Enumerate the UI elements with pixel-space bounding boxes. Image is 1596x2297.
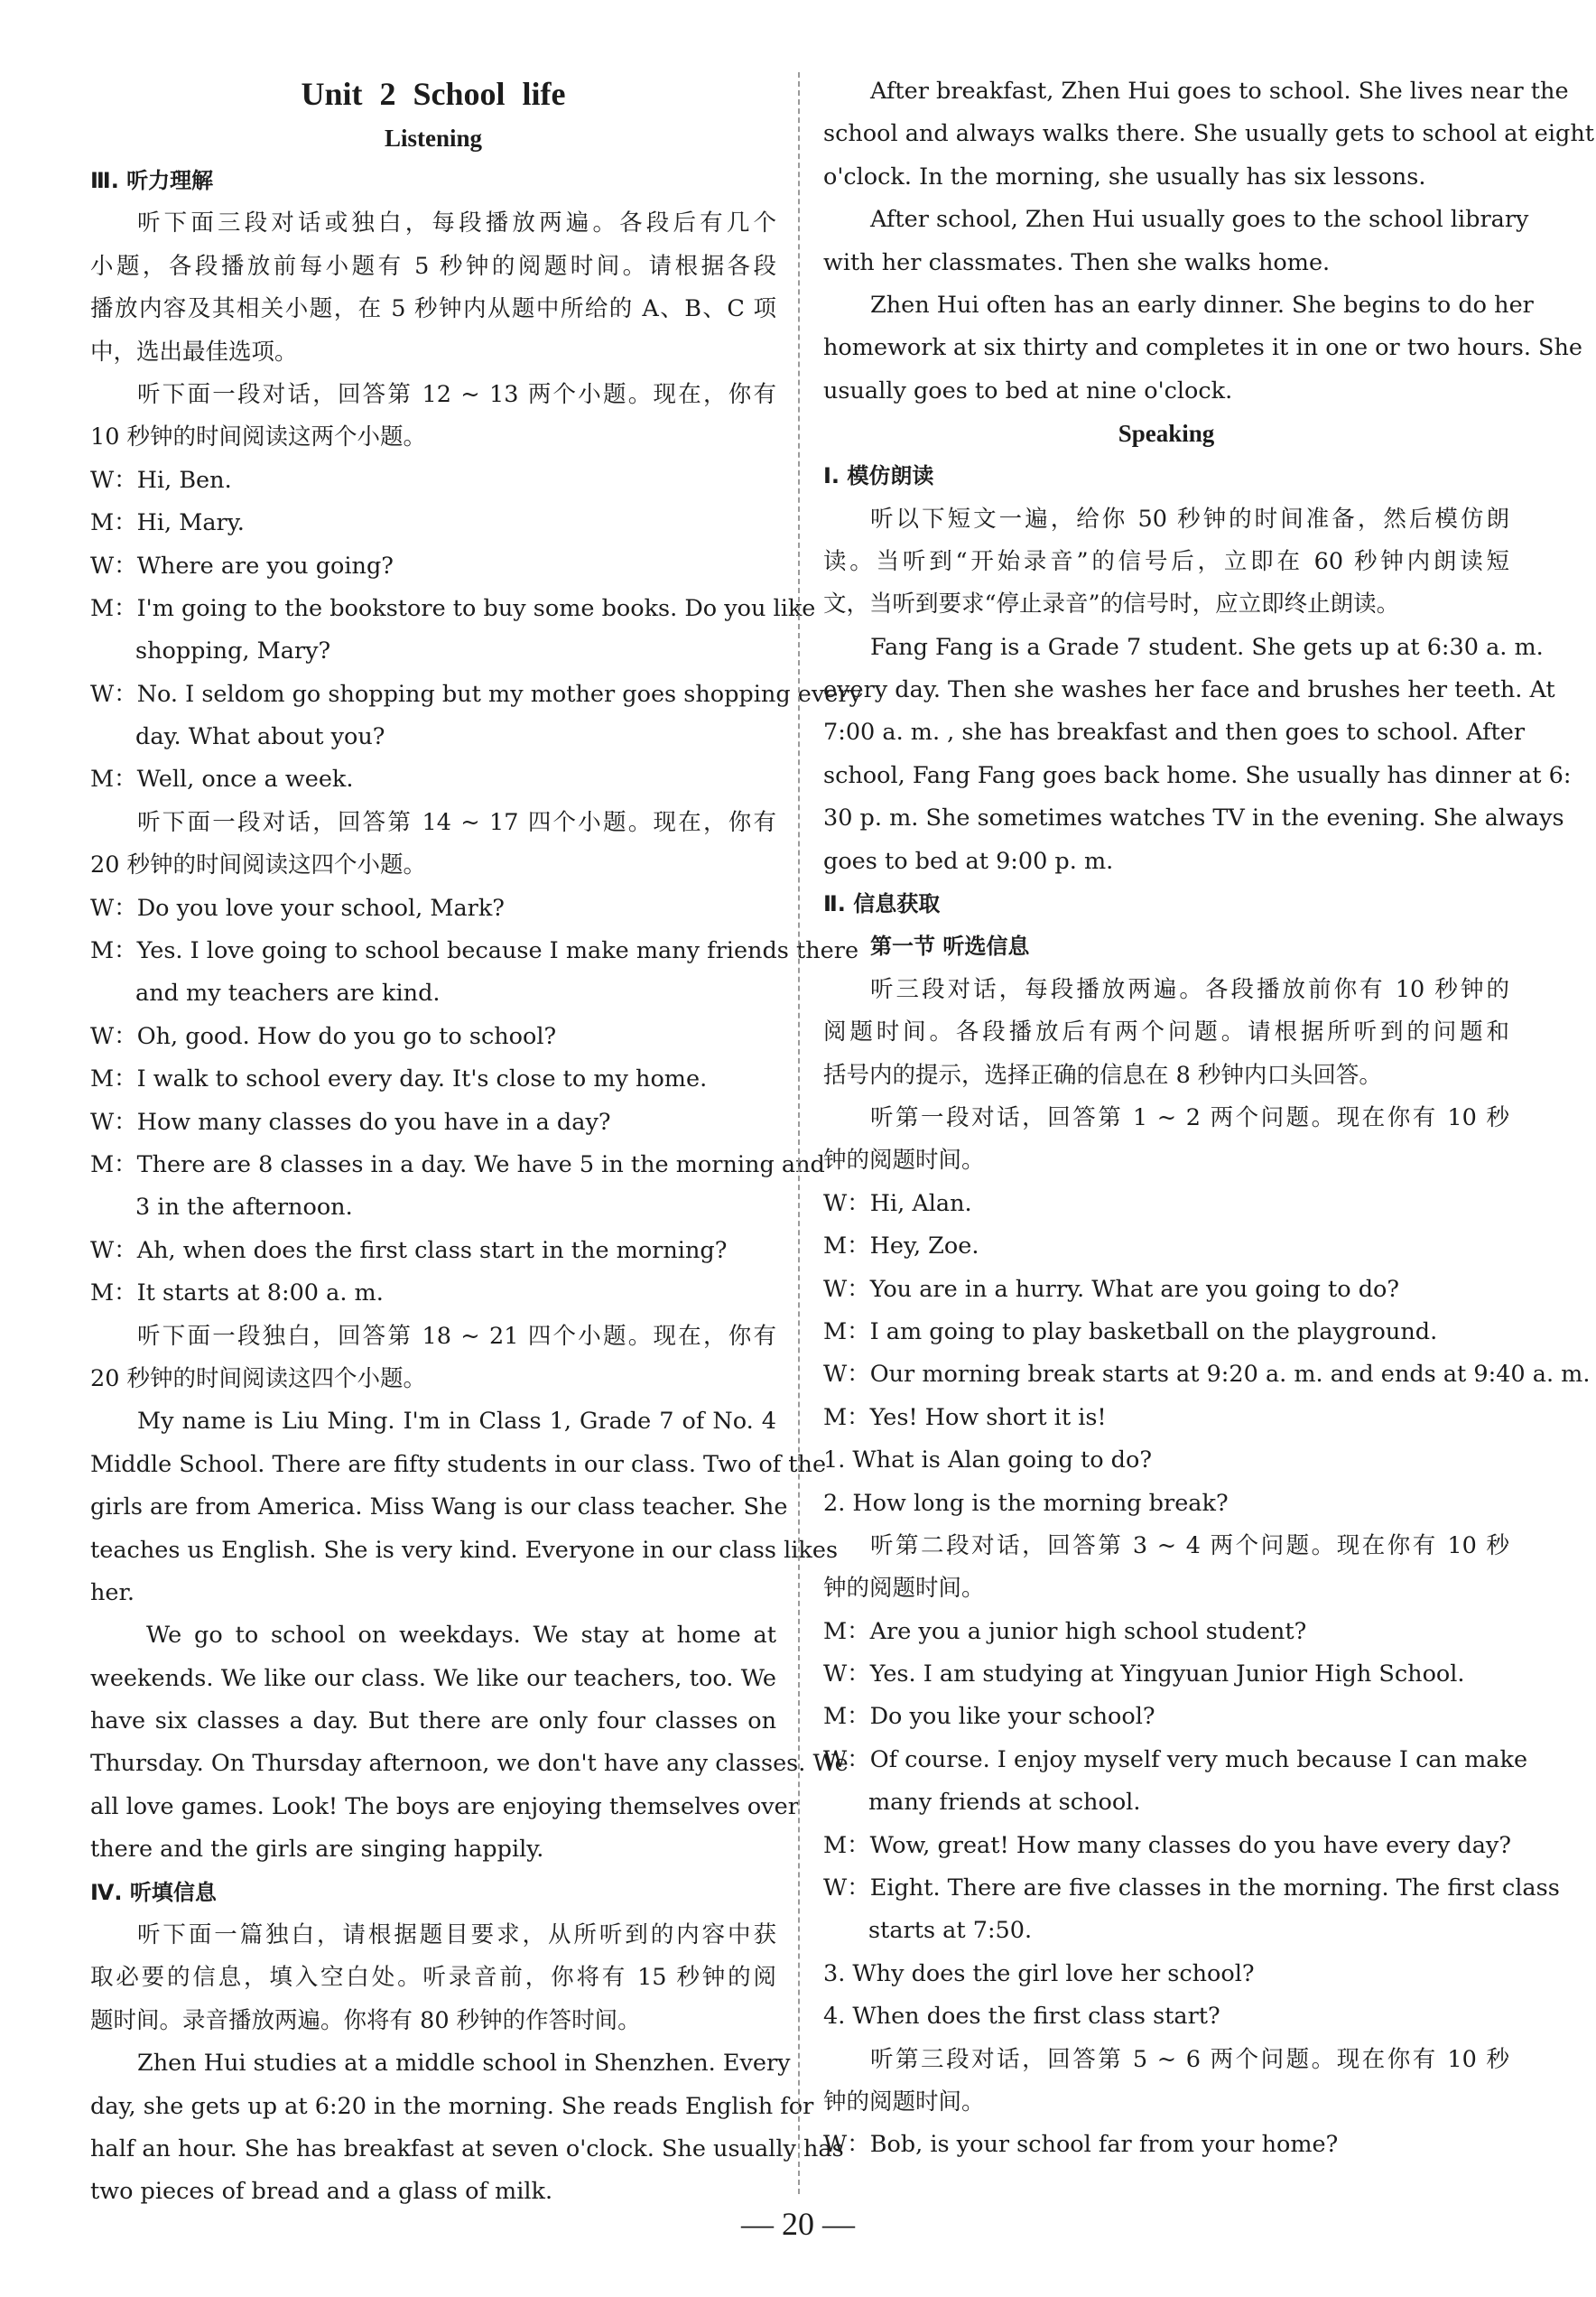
section-heading: Ⅰ. 模仿朗读 — [823, 463, 934, 489]
text-line: 听下面一篇独白，请根据题目要求，从所听到的内容中获 — [137, 1921, 776, 1949]
text-line: 3. Why does the girl love her school? — [823, 1959, 1255, 1987]
text-line: M：Yes! How short it is! — [823, 1403, 1107, 1431]
text-line: 中，选出最佳选项。 — [90, 338, 298, 366]
text-line: 10 秒钟的时间阅读这两个小题。 — [90, 423, 427, 451]
text-line: 2. How long is the morning break? — [823, 1489, 1229, 1517]
text-line: 听下面一段对话，回答第 14 ~ 17 四个小题。现在，你有 — [137, 808, 776, 836]
text-line: W：Eight. There are five classes in the morning. The first class — [823, 1874, 1560, 1902]
text-line: W：No. I seldom go shopping but my mother goes shopping every — [90, 680, 862, 708]
text-line: 括号内的提示，选择正确的信息在 8 秒钟内口头回答。 — [823, 1061, 1382, 1089]
text-line: all love games. Look! The boys are enjoying themselves over — [90, 1792, 799, 1820]
text-line: 钟的阅题时间。 — [823, 1147, 985, 1175]
text-line: have six classes a day. But there are only four classes on — [90, 1707, 776, 1735]
text-line: and my teachers are kind. — [135, 980, 441, 1008]
text-line: school and always walks there. She usually gets to school at eight — [823, 120, 1595, 148]
text-line: 听第二段对话，回答第 3 ~ 4 两个问题。现在你有 10 秒 — [870, 1531, 1509, 1559]
text-line: 听下面一段对话，回答第 12 ~ 13 两个小题。现在，你有 — [137, 380, 776, 408]
text-line: M：It starts at 8:00 a. m. — [90, 1279, 384, 1307]
section-title: Speaking — [1118, 420, 1215, 448]
text-line: school, Fang Fang goes back home. She usually has dinner at 6: — [823, 761, 1572, 789]
text-line: M：Well, once a week. — [90, 766, 354, 794]
text-line: W：Where are you going? — [90, 552, 394, 580]
text-line: goes to bed at 9:00 p. m. — [823, 847, 1114, 875]
column-divider — [798, 72, 800, 2194]
text-line: M：I'm going to the bookstore to buy some books. Do you like — [90, 594, 816, 622]
text-line: with her classmates. Then she walks home. — [823, 248, 1331, 276]
text-line: M：I walk to school every day. It's close to my home. — [90, 1065, 708, 1093]
text-line: two pieces of bread and a glass of milk. — [90, 2178, 553, 2206]
text-line: many friends at school. — [868, 1789, 1141, 1817]
text-line: Middle School. There are fifty students in our class. Two of the — [90, 1450, 827, 1478]
text-line: W：Of course. I enjoy myself very much because I can make — [823, 1745, 1528, 1773]
text-line: M：Are you a junior high school student? — [823, 1617, 1307, 1645]
text-line: M：Hey, Zoe. — [823, 1232, 979, 1260]
text-line: 听第三段对话，回答第 5 ~ 6 两个问题。现在你有 10 秒 — [870, 2045, 1509, 2073]
text-line: W：Bob, is your school far from your home? — [823, 2131, 1339, 2159]
text-line: 听以下短文一遍，给你 50 秒钟的时间准备，然后模仿朗 — [870, 505, 1509, 533]
text-line: 阅题时间。各段播放后有两个问题。请根据所听到的问题和 — [823, 1018, 1509, 1046]
text-line: W：Ah, when does the first class start in the morning? — [90, 1236, 728, 1264]
text-line: day. What about you? — [135, 723, 385, 751]
text-line: every day. Then she washes her face and brushes her teeth. At — [823, 676, 1555, 704]
text-line: day, she gets up at 6:20 in the morning. She reads English for — [90, 2092, 814, 2120]
text-line: 20 秒钟的时间阅读这四个小题。 — [90, 851, 427, 879]
text-line: 20 秒钟的时间阅读这四个小题。 — [90, 1364, 427, 1392]
text-line: 4. When does the first class start? — [823, 2003, 1220, 2031]
text-line: 小题，各段播放前每小题有 5 秒钟的阅题时间。请根据各段 — [90, 252, 776, 280]
text-line: W：Our morning break starts at 9:20 a. m. and ends at 9:40 a. m. — [823, 1361, 1591, 1389]
text-line: 听下面三段对话或独白，每段播放两遍。各段后有几个 — [137, 209, 776, 237]
text-line: 听三段对话，每段播放两遍。各段播放前你有 10 秒钟的 — [870, 975, 1509, 1003]
text-line: W：How many classes do you have in a day? — [90, 1108, 611, 1136]
text-line: M：Do you like your school? — [823, 1703, 1155, 1731]
unit-title: Unit 2 School life — [301, 76, 566, 112]
text-line: W：Hi, Ben. — [90, 466, 232, 494]
text-line: Fang Fang is a Grade 7 student. She gets up at 6:30 a. m. — [870, 633, 1544, 661]
text-line: 文，当听到要求“停止录音”的信号时，应立即终止朗读。 — [823, 591, 1400, 618]
text-line: M：Yes. I love going to school because I make many friends there — [90, 937, 859, 965]
text-line: After school, Zhen Hui usually goes to the school library — [870, 206, 1529, 234]
text-line: there and the girls are singing happily. — [90, 1836, 544, 1864]
text-line: W：Oh, good. How do you go to school? — [90, 1022, 557, 1050]
left-column — [90, 70, 862, 2214]
text-line: 30 p. m. She sometimes watches TV in the evening. She always — [823, 804, 1564, 832]
text-line: M：I am going to play basketball on the playground. — [823, 1317, 1438, 1345]
text-line: 取必要的信息，填入空白处。听录音前，你将有 15 秒钟的阅 — [90, 1964, 776, 1992]
text-line: 播放内容及其相关小题，在 5 秒钟内从题中所给的 A、B、C 项 — [90, 295, 776, 323]
section-heading: Ⅲ. 听力理解 — [90, 168, 214, 193]
text-line: 听下面一段独白，回答第 18 ~ 21 四个小题。现在，你有 — [137, 1322, 776, 1350]
section-heading: 第一节 听选信息 — [870, 934, 1030, 960]
right-column — [823, 70, 1595, 2167]
text-line: W：You are in a hurry. What are you going to do? — [823, 1275, 1400, 1303]
text-line: 7:00 a. m. , she has breakfast and then goes to school. After — [823, 719, 1526, 747]
text-line: W：Hi, Alan. — [823, 1189, 972, 1217]
text-line: 钟的阅题时间。 — [823, 2088, 985, 2116]
text-line: o'clock. In the morning, she usually has six lessons. — [823, 163, 1426, 191]
section-title: Listening — [384, 125, 483, 152]
text-line: 听第一段对话，回答第 1 ~ 2 两个问题。现在你有 10 秒 — [870, 1103, 1509, 1131]
section-heading: Ⅳ. 听填信息 — [90, 1879, 217, 1905]
text-line: weekends. We like our class. We like our teachers, too. We — [90, 1664, 776, 1692]
text-line: M：Wow, great! How many classes do you have every day? — [823, 1831, 1511, 1859]
text-line: We go to school on weekdays. We stay at home at — [146, 1622, 776, 1650]
text-line: W：Do you love your school, Mark? — [90, 894, 505, 922]
text-line: her. — [90, 1578, 135, 1606]
text-line: 题时间。录音播放两遍。你将有 80 秒钟的作答时间。 — [90, 2006, 641, 2034]
text-line: shopping, Mary? — [135, 637, 331, 665]
text-line: My name is Liu Ming. I'm in Class 1, Grade 7 of No. 4 — [137, 1408, 776, 1436]
text-line: girls are from America. Miss Wang is our class teacher. She — [90, 1493, 788, 1521]
text-line: 钟的阅题时间。 — [823, 1575, 985, 1603]
text-line: starts at 7:50. — [868, 1917, 1033, 1945]
text-line: half an hour. She has breakfast at seven o'clock. She usually has — [90, 2134, 844, 2162]
text-line: teaches us English. She is very kind. Everyone in our class likes — [90, 1536, 839, 1564]
section-heading: Ⅱ. 信息获取 — [823, 891, 941, 917]
page-number: — 20 — — [741, 2206, 855, 2242]
text-line: usually goes to bed at nine o'clock. — [823, 377, 1233, 405]
text-line: After breakfast, Zhen Hui goes to school. She lives near the — [870, 78, 1569, 105]
text-line: Thursday. On Thursday afternoon, we don't have any classes. We — [90, 1750, 849, 1778]
text-line: M：There are 8 classes in a day. We have 5 in the morning and — [90, 1150, 825, 1178]
text-line: 读。当听到“开始录音”的信号后，立即在 60 秒钟内朗读短 — [823, 547, 1509, 575]
text-line: Zhen Hui often has an early dinner. She begins to do her — [870, 291, 1534, 319]
text-line: Zhen Hui studies at a middle school in Shenzhen. Every — [137, 2050, 791, 2078]
text-line: M：Hi, Mary. — [90, 509, 245, 537]
text-line: W：Yes. I am studying at Yingyuan Junior High School. — [823, 1660, 1465, 1688]
text-line: homework at six thirty and completes it in one or two hours. She — [823, 334, 1583, 362]
text-line: 3 in the afternoon. — [135, 1194, 353, 1222]
text-line: 1. What is Alan going to do? — [823, 1446, 1153, 1474]
